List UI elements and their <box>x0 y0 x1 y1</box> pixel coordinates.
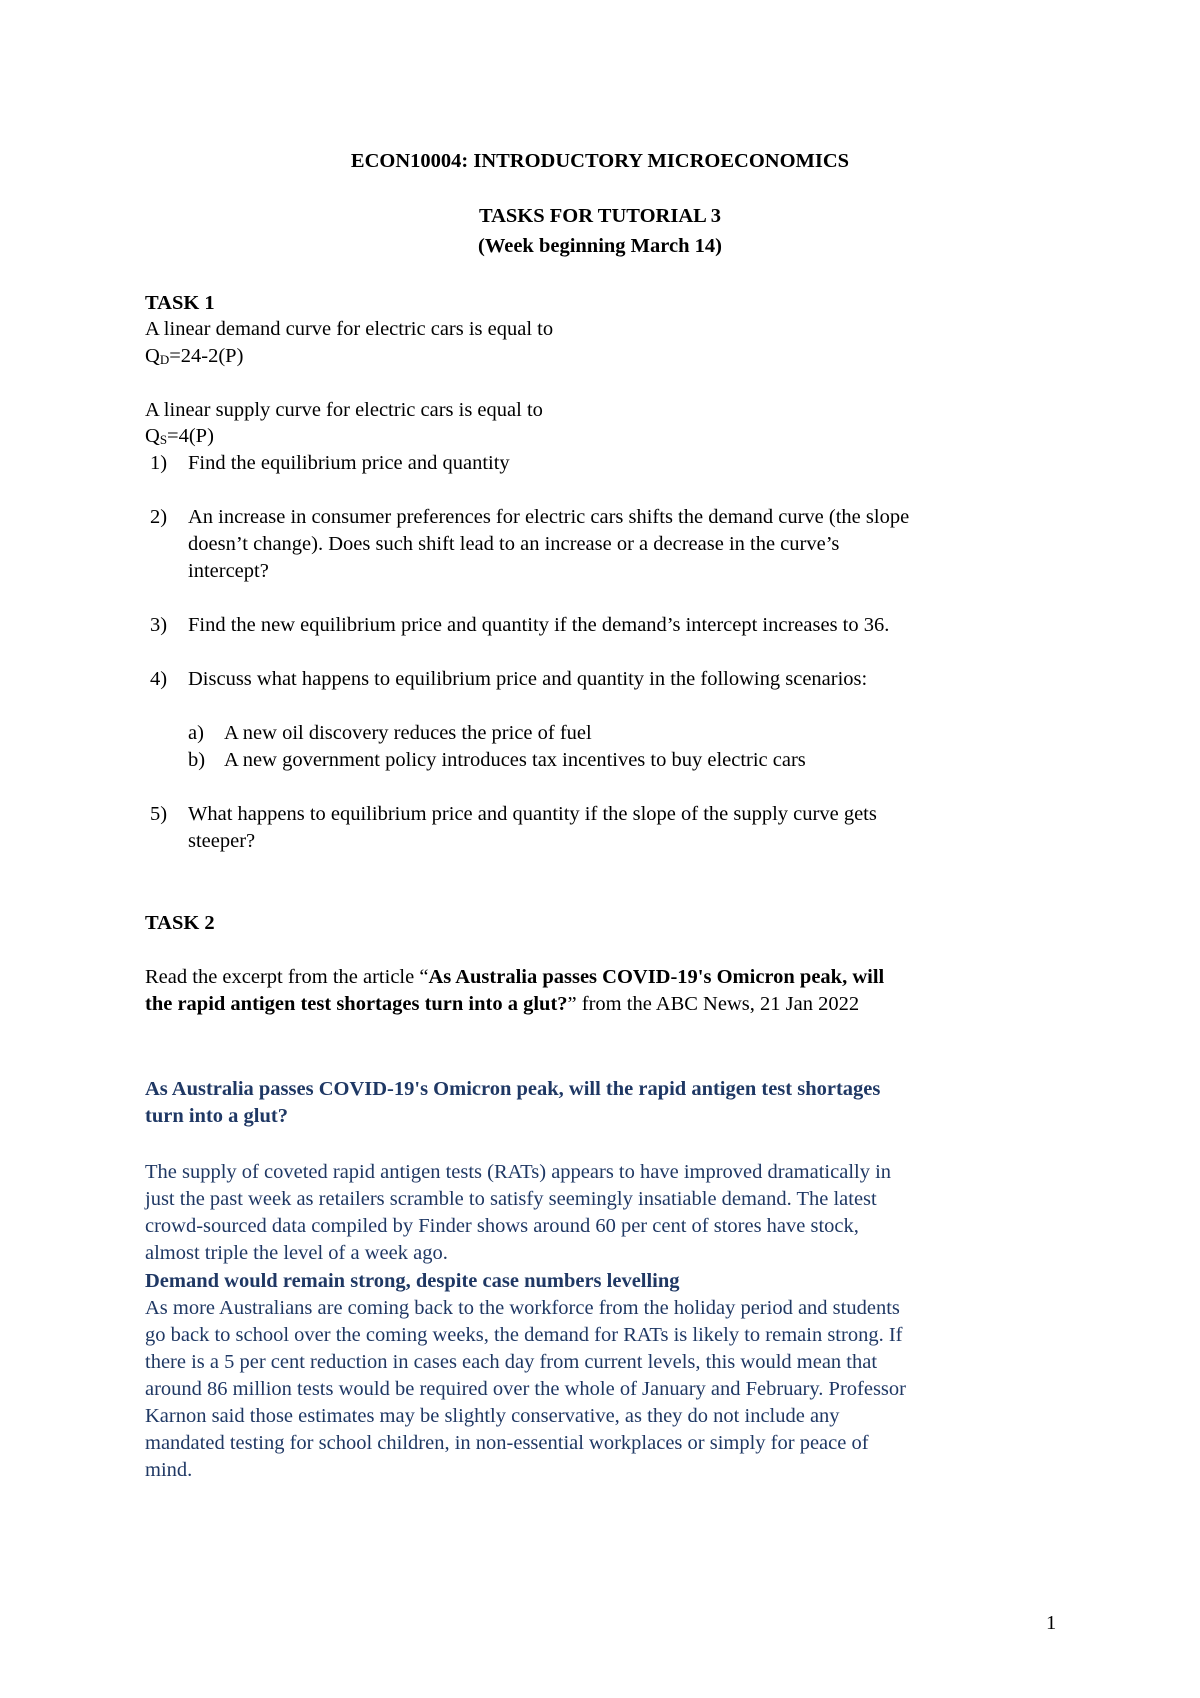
question-4-text: Discuss what happens to equilibrium price and quantity in the following scenarios: <box>188 668 868 690</box>
article-paragraph-line: just the past week as retailers scramble to satisfy seemingly insatiable demand. The latest <box>145 1188 877 1210</box>
article-paragraph-line: almost triple the level of a week ago. <box>145 1242 448 1264</box>
question-1-text: Find the equilibrium price and quantity <box>188 452 510 474</box>
scenario-b-letter: b) <box>188 749 206 771</box>
article-title: As Australia passes COVID-19's Omicron peak, will the rapid antigen test shortages <box>145 1078 881 1100</box>
week-subtitle: (Week beginning March 14) <box>478 235 722 257</box>
question-2-line: An increase in consumer preferences for electric cars shifts the demand curve (the slope <box>188 506 910 528</box>
article-paragraph-line: The supply of coveted rapid antigen tests (RATs) appears to have improved dramatically in <box>145 1161 892 1183</box>
scenario-a-text: A new oil discovery reduces the price of fuel <box>224 722 592 744</box>
course-title: ECON10004: INTRODUCTORY MICROECONOMICS <box>350 150 850 172</box>
supply-intro: A linear supply curve for electric cars is equal to <box>145 399 543 421</box>
demand-intro: A linear demand curve for electric cars is equal to <box>145 318 554 340</box>
article-paragraph-line: As more Australians are coming back to the workforce from the holiday period and students <box>145 1297 900 1319</box>
supply-equation: QS=4(P) <box>145 425 214 447</box>
tutorial-title: TASKS FOR TUTORIAL 3 <box>478 205 722 227</box>
task1-heading: TASK 1 <box>145 292 215 314</box>
article-subheading: Demand would remain strong, despite case numbers levelling <box>145 1270 680 1292</box>
scenario-a-letter: a) <box>188 722 204 744</box>
demand-equation: QD=24-2(P) <box>145 345 244 367</box>
question-2-line: doesn’t change). Does such shift lead to an increase or a decrease in the curve’s <box>188 533 840 555</box>
article-title: turn into a glut? <box>145 1105 288 1127</box>
scenario-b-text: A new government policy introduces tax incentives to buy electric cars <box>224 749 806 771</box>
task2-intro-line1: Read the excerpt from the article “As Australia passes COVID-19's Omicron peak, will <box>145 966 885 988</box>
question-5-line: What happens to equilibrium price and quantity if the slope of the supply curve gets <box>188 803 877 825</box>
article-paragraph-line: there is a 5 per cent reduction in cases each day from current levels, this would mean that <box>145 1351 878 1373</box>
article-paragraph-line: crowd-sourced data compiled by Finder shows around 60 per cent of stores have stock, <box>145 1215 859 1237</box>
article-paragraph-line: mandated testing for school children, in non-essential workplaces or simply for peace of <box>145 1432 869 1454</box>
question-2-number: 2) <box>150 506 168 528</box>
question-5-line: steeper? <box>188 830 256 852</box>
article-paragraph-line: Karnon said those estimates may be slightly conservative, as they do not include any <box>145 1405 840 1427</box>
question-2-line: intercept? <box>188 560 269 582</box>
question-3-number: 3) <box>150 614 168 636</box>
page-number: 1 <box>1046 1612 1057 1634</box>
article-paragraph-line: around 86 million tests would be required over the whole of January and February. Professor <box>145 1378 906 1400</box>
task2-heading: TASK 2 <box>145 912 215 934</box>
question-1-number: 1) <box>150 452 168 474</box>
question-4-number: 4) <box>150 668 168 690</box>
article-paragraph-line: go back to school over the coming weeks, the demand for RATs is likely to remain strong. If <box>145 1324 903 1346</box>
question-5-number: 5) <box>150 803 168 825</box>
question-3-text: Find the new equilibrium price and quantity if the demand’s intercept increases to 36. <box>188 614 890 636</box>
task2-intro-line2: the rapid antigen test shortages turn into a glut?” from the ABC News, 21 Jan 2022 <box>145 993 860 1015</box>
article-paragraph-line: mind. <box>145 1459 193 1481</box>
